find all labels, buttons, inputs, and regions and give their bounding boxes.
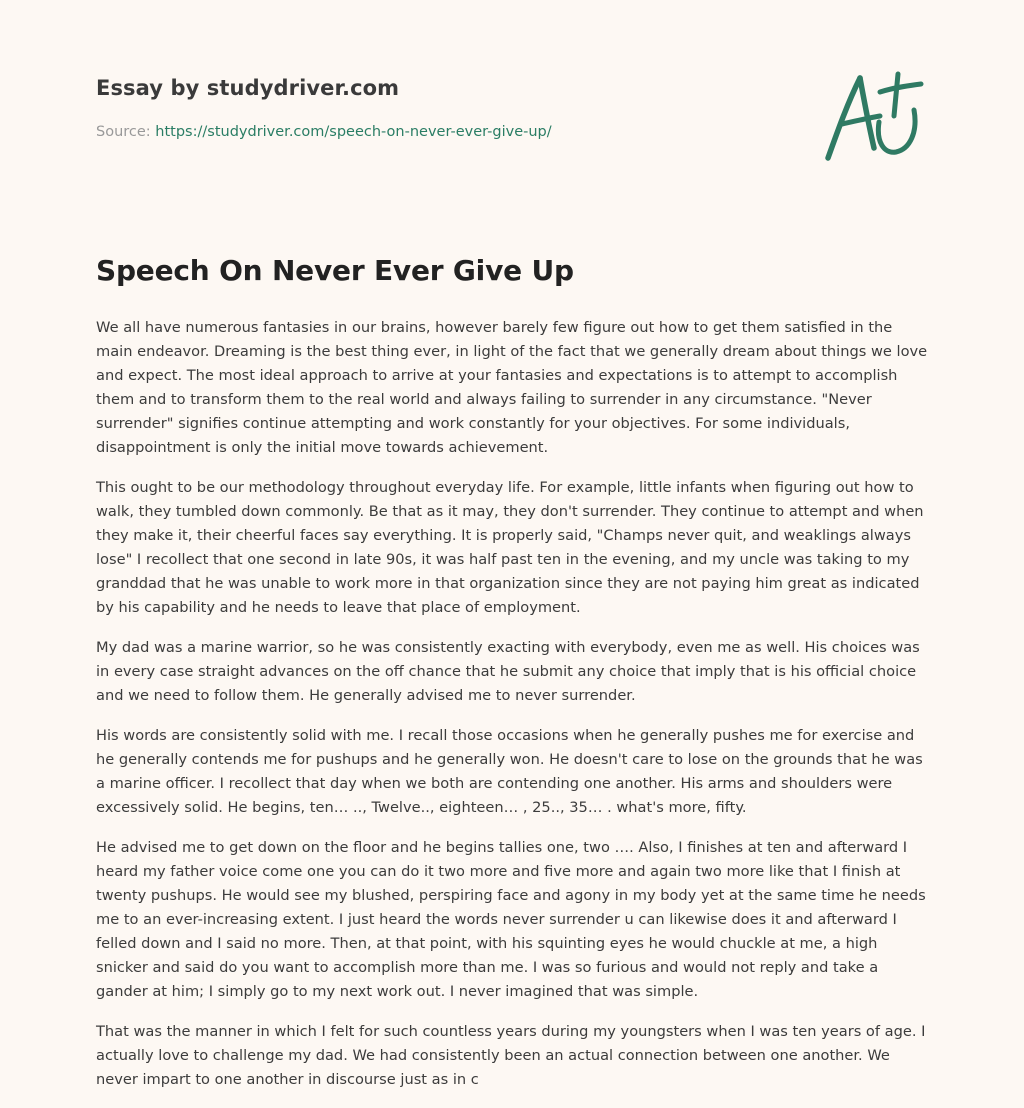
paragraph: My dad was a marine warrior, so he was consistently exacting with everybody, even me as well. His choices was in every case straight advances on the off chance that he submit any choice that imply that is his official choice and we need to follow them. He generally advised me to never surrender. <box>96 639 920 704</box>
paragraph: This ought to be our methodology throughout everyday life. For example, little infants when figuring out how to walk, they tumbled down commonly. Be that as it may, they don't surrender. They continue to attempt and when they make it, their cheerful faces say everything. It is properly said, "Champs never quit, and weaklings always lose" I recollect that one second in late 90s, it was half past ten in the evening, and my uncle was taking to my granddad that he was unable to work more in that organization since they are not paying him great as indicated by his capability and he needs to leave that place of employment. <box>96 479 924 616</box>
paragraph: His words are consistently solid with me. I recall those occasions when he generally pushes me for exercise and he generally contends me for pushups and he generally won. He doesn't care to lose on the grounds that he was a marine officer. I recollect that day when we both are contending one another. His arms and shoulders were excessively solid. He begins, ten… .., Twelve.., eighteen… , 25.., 35… . what's more, fifty. <box>96 727 923 816</box>
paragraph: We all have numerous fantasies in our brains, however barely few figure out how to get them satisfied in the main endeavor. Dreaming is the best thing ever, in light of the fact that we generally dream about things we love and expect. The most ideal approach to arrive at your fantasies and expectations is to attempt to accomplish them and to transform them to the real world and always failing to surrender in any circumstance. "Never surrender" signifies continue attempting and work constantly for your objectives. For some individuals, disappointment is only the initial move towards achievement. <box>96 319 928 456</box>
document-body <box>96 316 928 1108</box>
document-title: Speech On Never Ever Give Up <box>96 254 574 287</box>
paragraph: That was the manner in which I felt for such countless years during my youngsters when I was ten years of age. I actually love to challenge my dad. We had consistently been an actual connection between one another. We never impart to one another in discourse just as in c <box>96 1023 926 1088</box>
source-link[interactable]: https://studydriver.com/speech-on-never-ever-give-up/ <box>155 124 552 140</box>
site-title: Essay by studydriver.com <box>96 76 400 100</box>
source-line <box>96 124 552 140</box>
source-label: Source: <box>96 124 156 140</box>
paragraph: He advised me to get down on the floor and he begins tallies one, two …. Also, I finishes at ten and afterward I heard my father voice come one you can do it two more and five more and again two more like that I finish at twenty pushups. He would see my blushed, perspiring face and agony in my body yet at the same time he needs me to an ever-increasing extent. I just heard the words never surrender u can likewise does it and afterward I felled down and I said no more. Then, at that point, with his squinting eyes he would chuckle at me, a high snicker and said do you want to accomplish more than me. I was so furious and would not reply and take a gander at him; I simply go to my next work out. I never imagined that was simple. <box>96 839 926 1000</box>
a-plus-grade-icon <box>822 66 926 166</box>
